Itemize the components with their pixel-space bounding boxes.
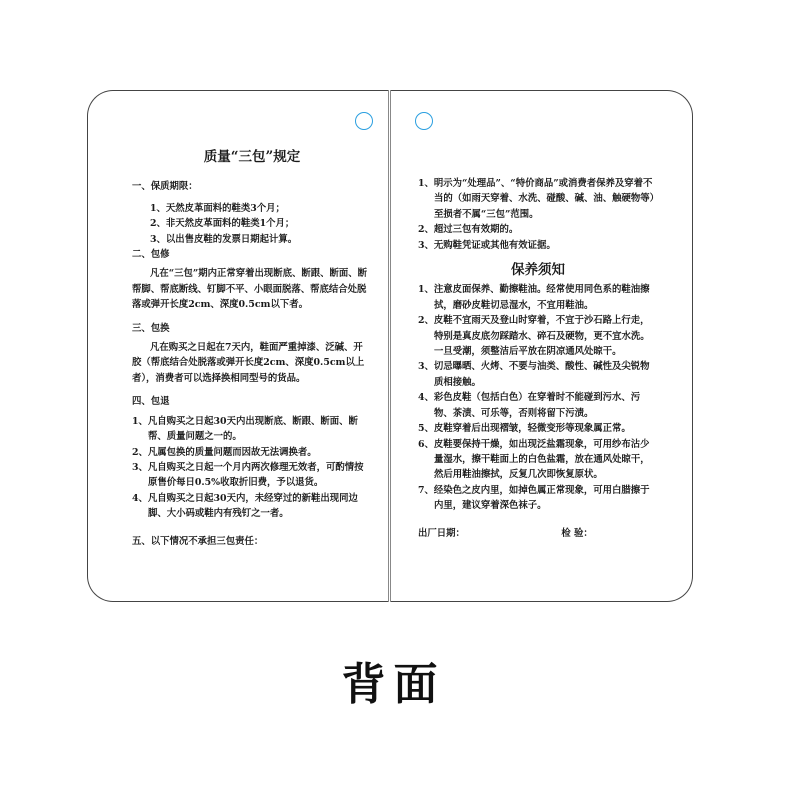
care-title: 保养须知 [511,262,565,279]
s1-heading: 一、保质期限： [132,181,198,193]
s5-heading: 五、以下情况不承担三包责任： [132,535,264,547]
s2-text: 凡在“三包”期内正常穿着出现断底、断跟、断面、断帮脚、帮底断线、钉脚不平、小眼面脱落、帮底结合处脱落或弹开长度2cm、深度0.5cm以下者。 [132,268,368,311]
s2-heading: 二、包修 [132,249,170,261]
s1-item: 3、以出售皮鞋的发票日期起计算。 [150,233,298,245]
fold-line [388,90,391,602]
s4-heading: 四、包退 [132,396,170,408]
hang-hole-right-icon [415,112,433,130]
s3-heading: 三、包换 [132,322,170,334]
s4-item: 2、凡属包换的质量问题而因故无法调换者。 [132,446,317,458]
care-item: 6、皮鞋要保持干燥，如出现泛盐霜现象，可用纱布沾少量湿水，擦干鞋面上的白色盐霜，放在通风处晾干，然后用鞋油擦拭，反复几次即恢复原状。 [418,438,650,481]
care-item: 2、皮鞋不宜雨天及登山时穿着，不宜于沙石路上行走，特别是真皮底勿踩踏水、碎石及硬物，更不宜水洗。一旦受潮，须整洁后平放在阴凉通风处晾干。 [418,315,650,358]
care-item: 5、皮鞋穿着后出现褶皱，轻微变形等现象属正常。 [418,423,631,435]
s4-item: 4、凡自购买之日起30天内，未经穿过的新鞋出现同边脚、大小码或鞋内有残钉之一者。 [132,492,358,520]
care-item: 7、经染色之皮内里，如掉色属正常现象，可用白腊擦于内里，建议穿着深色袜子。 [418,484,650,512]
care-section [418,176,658,541]
warranty-section [132,150,372,549]
back-side-caption: 背面 [341,659,446,710]
inspection-label: 检 验： [561,527,593,539]
stamp-line [418,526,658,541]
exclusion-item: 2、超过三包有效期的。 [418,224,519,236]
s1-item: 1、天然皮革面料的鞋类3个月； [150,202,285,214]
care-item: 1、注意皮面保养、勤擦鞋油。经常使用同色系的鞋油擦拭，磨砂皮鞋切忌湿水，不宜用鞋油。 [418,284,650,311]
production-date-label: 出厂日期： [418,527,465,539]
s1-item: 2、非天然皮革面料的鞋类1个月； [150,218,295,230]
hang-hole-left-icon [355,112,373,130]
exclusion-item: 3、无购鞋凭证或其他有效证据。 [418,239,556,251]
exclusion-item: 1、明示为“处理品”、“特价商品”或消费者保养及穿着不当的（如雨天穿着、水洗、碰酸、碱、油、触硬物等）至损者不属“三包”范围。 [418,178,655,220]
s4-item: 3、凡自购买之日起一个月内两次修理无效者，可酌情按原售价每日0.5%收取折旧费，予以退货。 [132,461,364,489]
care-item: 3、切忌曝晒、火烤、不要与油类、酸性、碱性及尖锐物质相接触。 [418,361,650,388]
s4-item: 1、凡自购买之日起30天内出现断底、断跟、断面、断帮、质量问题之一的。 [132,415,358,443]
warranty-title: 质量“三包”规定 [203,149,301,165]
care-item: 4、彩色皮鞋（包括白色）在穿着时不能碰到污水、污物、茶渍、可乐等，否则将留下污渍。 [418,392,641,419]
s3-text: 凡在购买之日起在7天内，鞋面严重掉漆、泛碱、开胶（帮底结合处脱落或弹开长度2cm、深度0.5cm以上者），消费者可以选择换相同型号的货品。 [132,342,365,384]
